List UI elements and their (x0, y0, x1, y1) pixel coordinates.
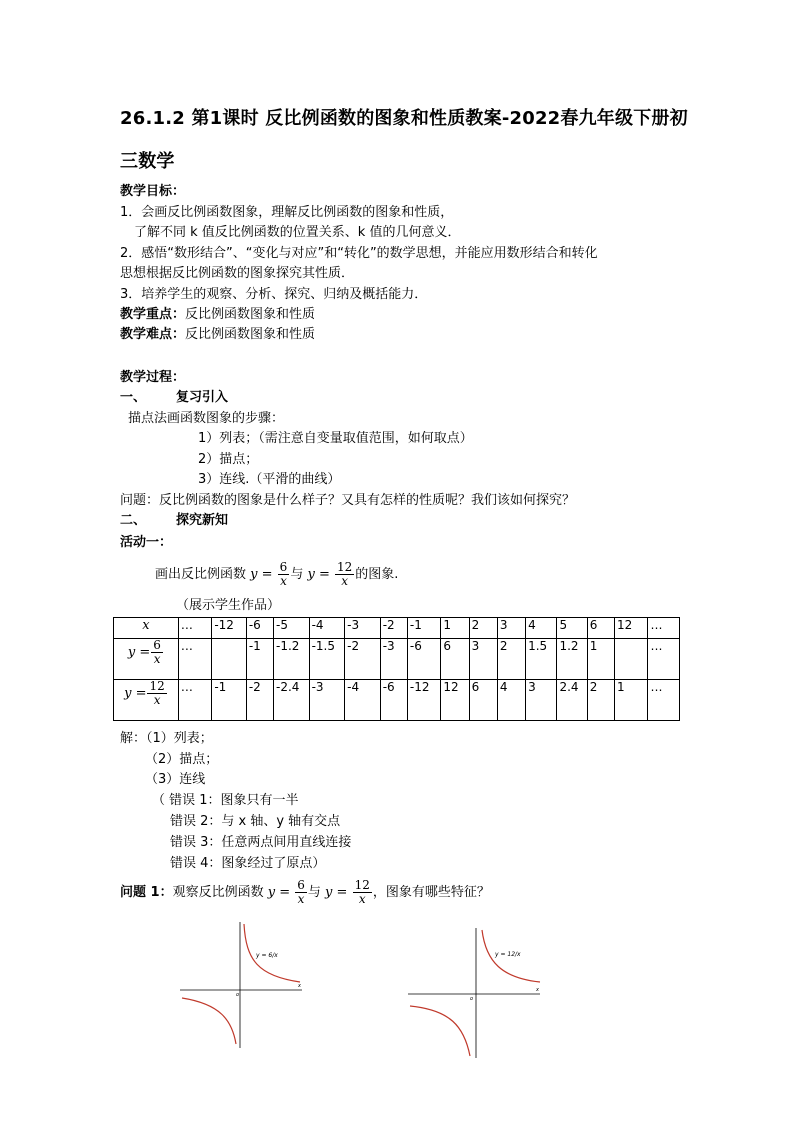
draw-suffix: 的图象. (355, 567, 399, 582)
table-cell: 2 (497, 639, 525, 680)
fraction-6-over-x (295, 879, 307, 906)
table-cell: -1 (246, 639, 273, 680)
denominator: x (153, 652, 161, 666)
curve-branch-q3 (182, 998, 236, 1044)
table-cell: 1 (441, 618, 469, 639)
steps-intro: 描点法画函数图象的步骤： (128, 411, 285, 426)
objective-3: 3．培养学生的观察、分析、探究、归纳及概括能力． (120, 287, 428, 302)
denominator: x (280, 574, 287, 588)
error-3: 错误 3：任意两点间用直线连接 (170, 835, 352, 850)
table-cell: 1.2 (557, 639, 587, 680)
table-header-12-over-x (114, 680, 179, 721)
table-cell: -6 (407, 639, 440, 680)
graph-12-over-x (406, 926, 544, 1060)
table-cell: 4 (526, 618, 557, 639)
objective-2-continued: 思想根据反比例函数的图象探究其性质． (120, 266, 355, 281)
error-1: （ 错误 1：图象只有一半 (152, 793, 299, 808)
key-point-text: 反比例函数图象和性质 (185, 307, 316, 322)
numerator: 6 (279, 560, 288, 574)
numerator: 12 (354, 878, 370, 892)
difficulty-line (120, 327, 315, 343)
table-cell: … (178, 618, 211, 639)
table-cell: -2.4 (274, 680, 310, 721)
table-cell: -1.2 (274, 639, 310, 680)
table-cell: 3 (497, 618, 525, 639)
table-cell: -3 (309, 680, 345, 721)
draw-mid: 与 (290, 567, 304, 582)
solution-step-2: （2）描点； (145, 752, 219, 767)
table-cell: 1.5 (526, 639, 557, 680)
table-cell: -1 (407, 618, 440, 639)
section-2-title: 探究新知 (176, 513, 229, 528)
table-cell: -6 (380, 680, 407, 721)
table-cell: 2.4 (557, 680, 587, 721)
table-cell: 4 (497, 680, 525, 721)
curve-label: y = 6/x (256, 952, 278, 959)
step-1: 1）列表；（需注意自变量取值范围，如何取点） (198, 431, 473, 446)
origin-label: o (236, 992, 240, 998)
table-cell: -6 (246, 618, 273, 639)
difficulty-text: 反比例函数图象和性质 (185, 327, 316, 342)
table-cell: … (648, 639, 680, 680)
key-point-line (120, 307, 315, 323)
table-cell: 1 (587, 639, 614, 680)
solution-step-1: 解：（1）列表； (120, 731, 213, 746)
table-cell: 6 (441, 639, 469, 680)
numerator: 12 (336, 560, 353, 574)
table-row-6-over-x (114, 639, 680, 680)
header-x-label: x (142, 618, 150, 633)
draw-instruction (155, 560, 398, 590)
numerator: 12 (149, 679, 165, 693)
table-cell: -1.5 (309, 639, 345, 680)
table-cell: 1 (614, 680, 647, 721)
curve-label: y = 12/x (495, 951, 521, 958)
difficulty-label: 教学难点： (120, 327, 186, 342)
table-cell: -1 (212, 680, 247, 721)
document-title-continued: 三数学 (120, 151, 175, 172)
process-heading: 教学过程： (120, 370, 186, 385)
table-cell: -4 (309, 618, 345, 639)
table-cell: 6 (587, 618, 614, 639)
table-cell: 12 (614, 618, 647, 639)
table-cell: -3 (345, 618, 381, 639)
section-1-number: 一、 (120, 390, 147, 405)
table-cell: 2 (469, 618, 497, 639)
table-cell: -4 (345, 680, 381, 721)
activity-1-heading: 活动一： (120, 535, 173, 550)
denominator: x (358, 892, 366, 906)
x-axis-label: x (536, 987, 539, 993)
numerator: 6 (153, 638, 161, 652)
show-work-note: （展示学生作品） (176, 598, 281, 613)
equation-lhs: y = (124, 686, 147, 701)
equation-lhs: y = (127, 645, 151, 660)
question-1-suffix: ，图象有哪些特征？ (372, 885, 490, 900)
table-cell (212, 639, 247, 680)
question-text: 问题：反比例函数的图象是什么样子？又具有怎样的性质呢？我们该如何探究？ (120, 493, 576, 508)
objectives-heading: 教学目标： (120, 184, 186, 199)
table-cell: -12 (212, 618, 247, 639)
key-point-label: 教学重点： (120, 307, 186, 322)
table-cell: -2 (345, 639, 381, 680)
denominator: x (341, 574, 349, 588)
question-1-label: 问题 1： (120, 885, 173, 900)
step-2: 2）描点； (198, 452, 259, 467)
section-2-number: 二、 (120, 513, 147, 528)
table-cell: -2 (380, 618, 407, 639)
draw-prefix: 画出反比例函数 (155, 567, 247, 582)
question-1-mid: 与 (307, 885, 321, 900)
table-cell (614, 639, 647, 680)
objective-1: 1．会画反比例函数图象，理解反比例函数的图象和性质， (120, 205, 454, 220)
table-cell: 2 (587, 680, 614, 721)
numerator: 6 (297, 878, 305, 892)
table-cell: 12 (441, 680, 469, 721)
equation-lhs: y = (325, 885, 348, 900)
curve-branch-q3 (410, 1006, 470, 1056)
table-cell: -3 (380, 639, 407, 680)
error-4: 错误 4：图象经过了原点） (170, 856, 326, 871)
table-header-x (114, 618, 179, 639)
fraction-6-over-x (278, 561, 290, 588)
graph-6-over-x (178, 920, 306, 1048)
section-1-title: 复习引入 (176, 390, 229, 405)
table-header-6-over-x (114, 639, 179, 680)
step-3: 3）连线.（平滑的曲线） (198, 472, 341, 487)
table-cell: -2 (246, 680, 273, 721)
table-cell: -12 (407, 680, 440, 721)
table-cell: 3 (526, 680, 557, 721)
table-cell: … (178, 639, 211, 680)
fraction-12-over-x (335, 561, 354, 588)
table-cell: 5 (557, 618, 587, 639)
objective-2: 2．感悟“数形结合”、“变化与对应”和“转化”的数学思想，并能应用数形结合和转化 (120, 246, 598, 261)
value-table (113, 617, 680, 721)
error-2: 错误 2：与 x 轴、y 轴有交点 (170, 814, 341, 829)
table-cell: … (648, 680, 680, 721)
table-cell: … (178, 680, 211, 721)
objective-1-continued: 了解不同 k 值反比例函数的位置关系、k 值的几何意义． (134, 225, 461, 240)
equation-lhs: y = (307, 567, 330, 582)
solution-step-3: （3）连线 (145, 772, 206, 787)
table-row-12-over-x (114, 680, 680, 721)
origin-label: o (470, 996, 474, 1002)
table-cell: 6 (469, 680, 497, 721)
table-cell: … (648, 618, 680, 639)
question-1-prefix: 观察反比例函数 (172, 885, 264, 900)
equation-lhs: y = (267, 885, 291, 900)
document-title: 26.1.2 第1课时 反比例函数的图象和性质教案-2022春九年级下册初 (120, 108, 688, 129)
table-cell: -5 (274, 618, 310, 639)
denominator: x (153, 693, 161, 707)
table-row-x (114, 618, 680, 639)
table-cell: 3 (469, 639, 497, 680)
x-axis-label: x (298, 983, 301, 989)
denominator: x (297, 892, 305, 906)
equation-lhs: y = (250, 567, 273, 582)
question-1-line (120, 878, 490, 908)
fraction-12-over-x (353, 879, 372, 906)
